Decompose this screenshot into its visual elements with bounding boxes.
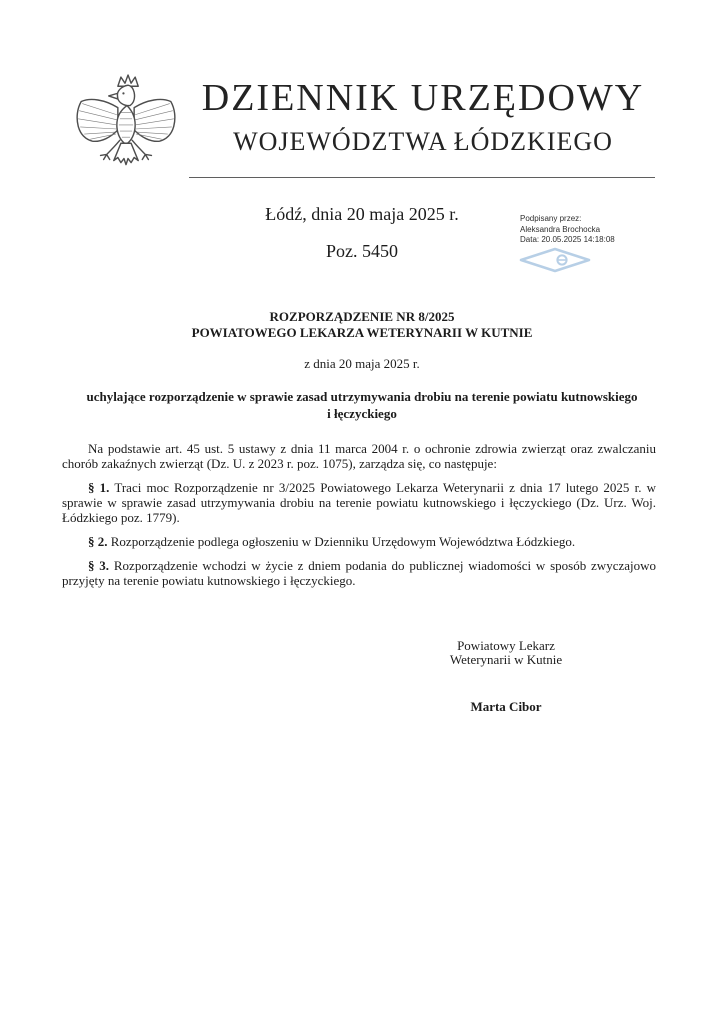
- esignature-date: Data: 20.05.2025 14:18:08: [520, 235, 615, 244]
- act-subject-line1: uchylające rozporządzenie w sprawie zasad utrzymywania drobiu na terenie powiatu kutnowskiego: [86, 389, 638, 404]
- paragraph-1-text: Traci moc Rozporządzenie nr 3/2025 Powiatowego Lekarza Weterynarii z dnia 17 lutego 2025 r. w sprawie w sprawie zasad utrzymywania drobiu na terenie powiatu kutnowskiego i łęczyckiego (Dz. Urz. Woj. Łódzkiego poz. 1779).: [62, 480, 657, 525]
- journal-subtitle: WOJEWÓDZTWA ŁÓDZKIEGO: [233, 127, 613, 156]
- signoff-role-line2: Weterynarii w Kutnie: [449, 652, 563, 667]
- signoff-role: [424, 639, 588, 667]
- masthead-divider: [189, 177, 655, 178]
- szafir-esignature-logo-icon: [516, 246, 594, 274]
- paragraph-2: [62, 534, 656, 549]
- paragraph-1-label: § 1.: [88, 480, 110, 495]
- paragraph-3-text: Rozporządzenie wchodzi w życie z dniem podania do publicznej wiadomości w sposób zwyczajowo przyjęty na terenie powiatu kutnowskiego i łęczyckiego.: [62, 558, 656, 588]
- paragraph-3-label: § 3.: [88, 558, 110, 573]
- esignature-signed-by-label: Podpisany przez:: [520, 214, 582, 223]
- position-number: Poz. 5450: [326, 241, 398, 261]
- act-title-number: ROZPORZĄDZENIE NR 8/2025: [269, 309, 455, 324]
- act-body: [62, 441, 656, 597]
- masthead: [183, 76, 663, 158]
- act-title: [0, 309, 724, 340]
- esignature-stamp: [520, 214, 690, 246]
- preamble: Na podstawie art. 45 ust. 5 ustawy z dnia 11 marca 2004 r. o ochronie zdrowia zwierząt oraz zwalczaniu chorób zakaźnych zwierząt (Dz. U. z 2023 r. poz. 1075), zarządza się, co następuje:: [62, 441, 656, 471]
- paragraph-2-text: Rozporządzenie podlega ogłoszeniu w Dzienniku Urzędowym Województwa Łódzkiego.: [110, 534, 576, 549]
- act-subject-line2: i łęczyckiego: [327, 406, 397, 421]
- esignature-signer-name: Aleksandra Brochocka: [520, 224, 601, 234]
- act-date: z dnia 20 maja 2025 r.: [304, 356, 420, 371]
- act-title-authority: POWIATOWEGO LEKARZA WETERYNARII W KUTNIE: [191, 324, 533, 340]
- polish-eagle-icon: [70, 72, 182, 186]
- paragraph-2-label: § 2.: [88, 534, 108, 549]
- signoff-role-line1: Powiatowy Lekarz: [457, 638, 555, 653]
- journal-title: DZIENNIK URZĘDOWY: [201, 77, 645, 119]
- place-and-date: Łódź, dnia 20 maja 2025 r.: [265, 204, 459, 224]
- act-subject: [0, 388, 724, 422]
- paragraph-3: [62, 558, 656, 588]
- signoff-signer-name: Marta Cibor: [470, 699, 542, 714]
- paragraph-1: [62, 480, 656, 525]
